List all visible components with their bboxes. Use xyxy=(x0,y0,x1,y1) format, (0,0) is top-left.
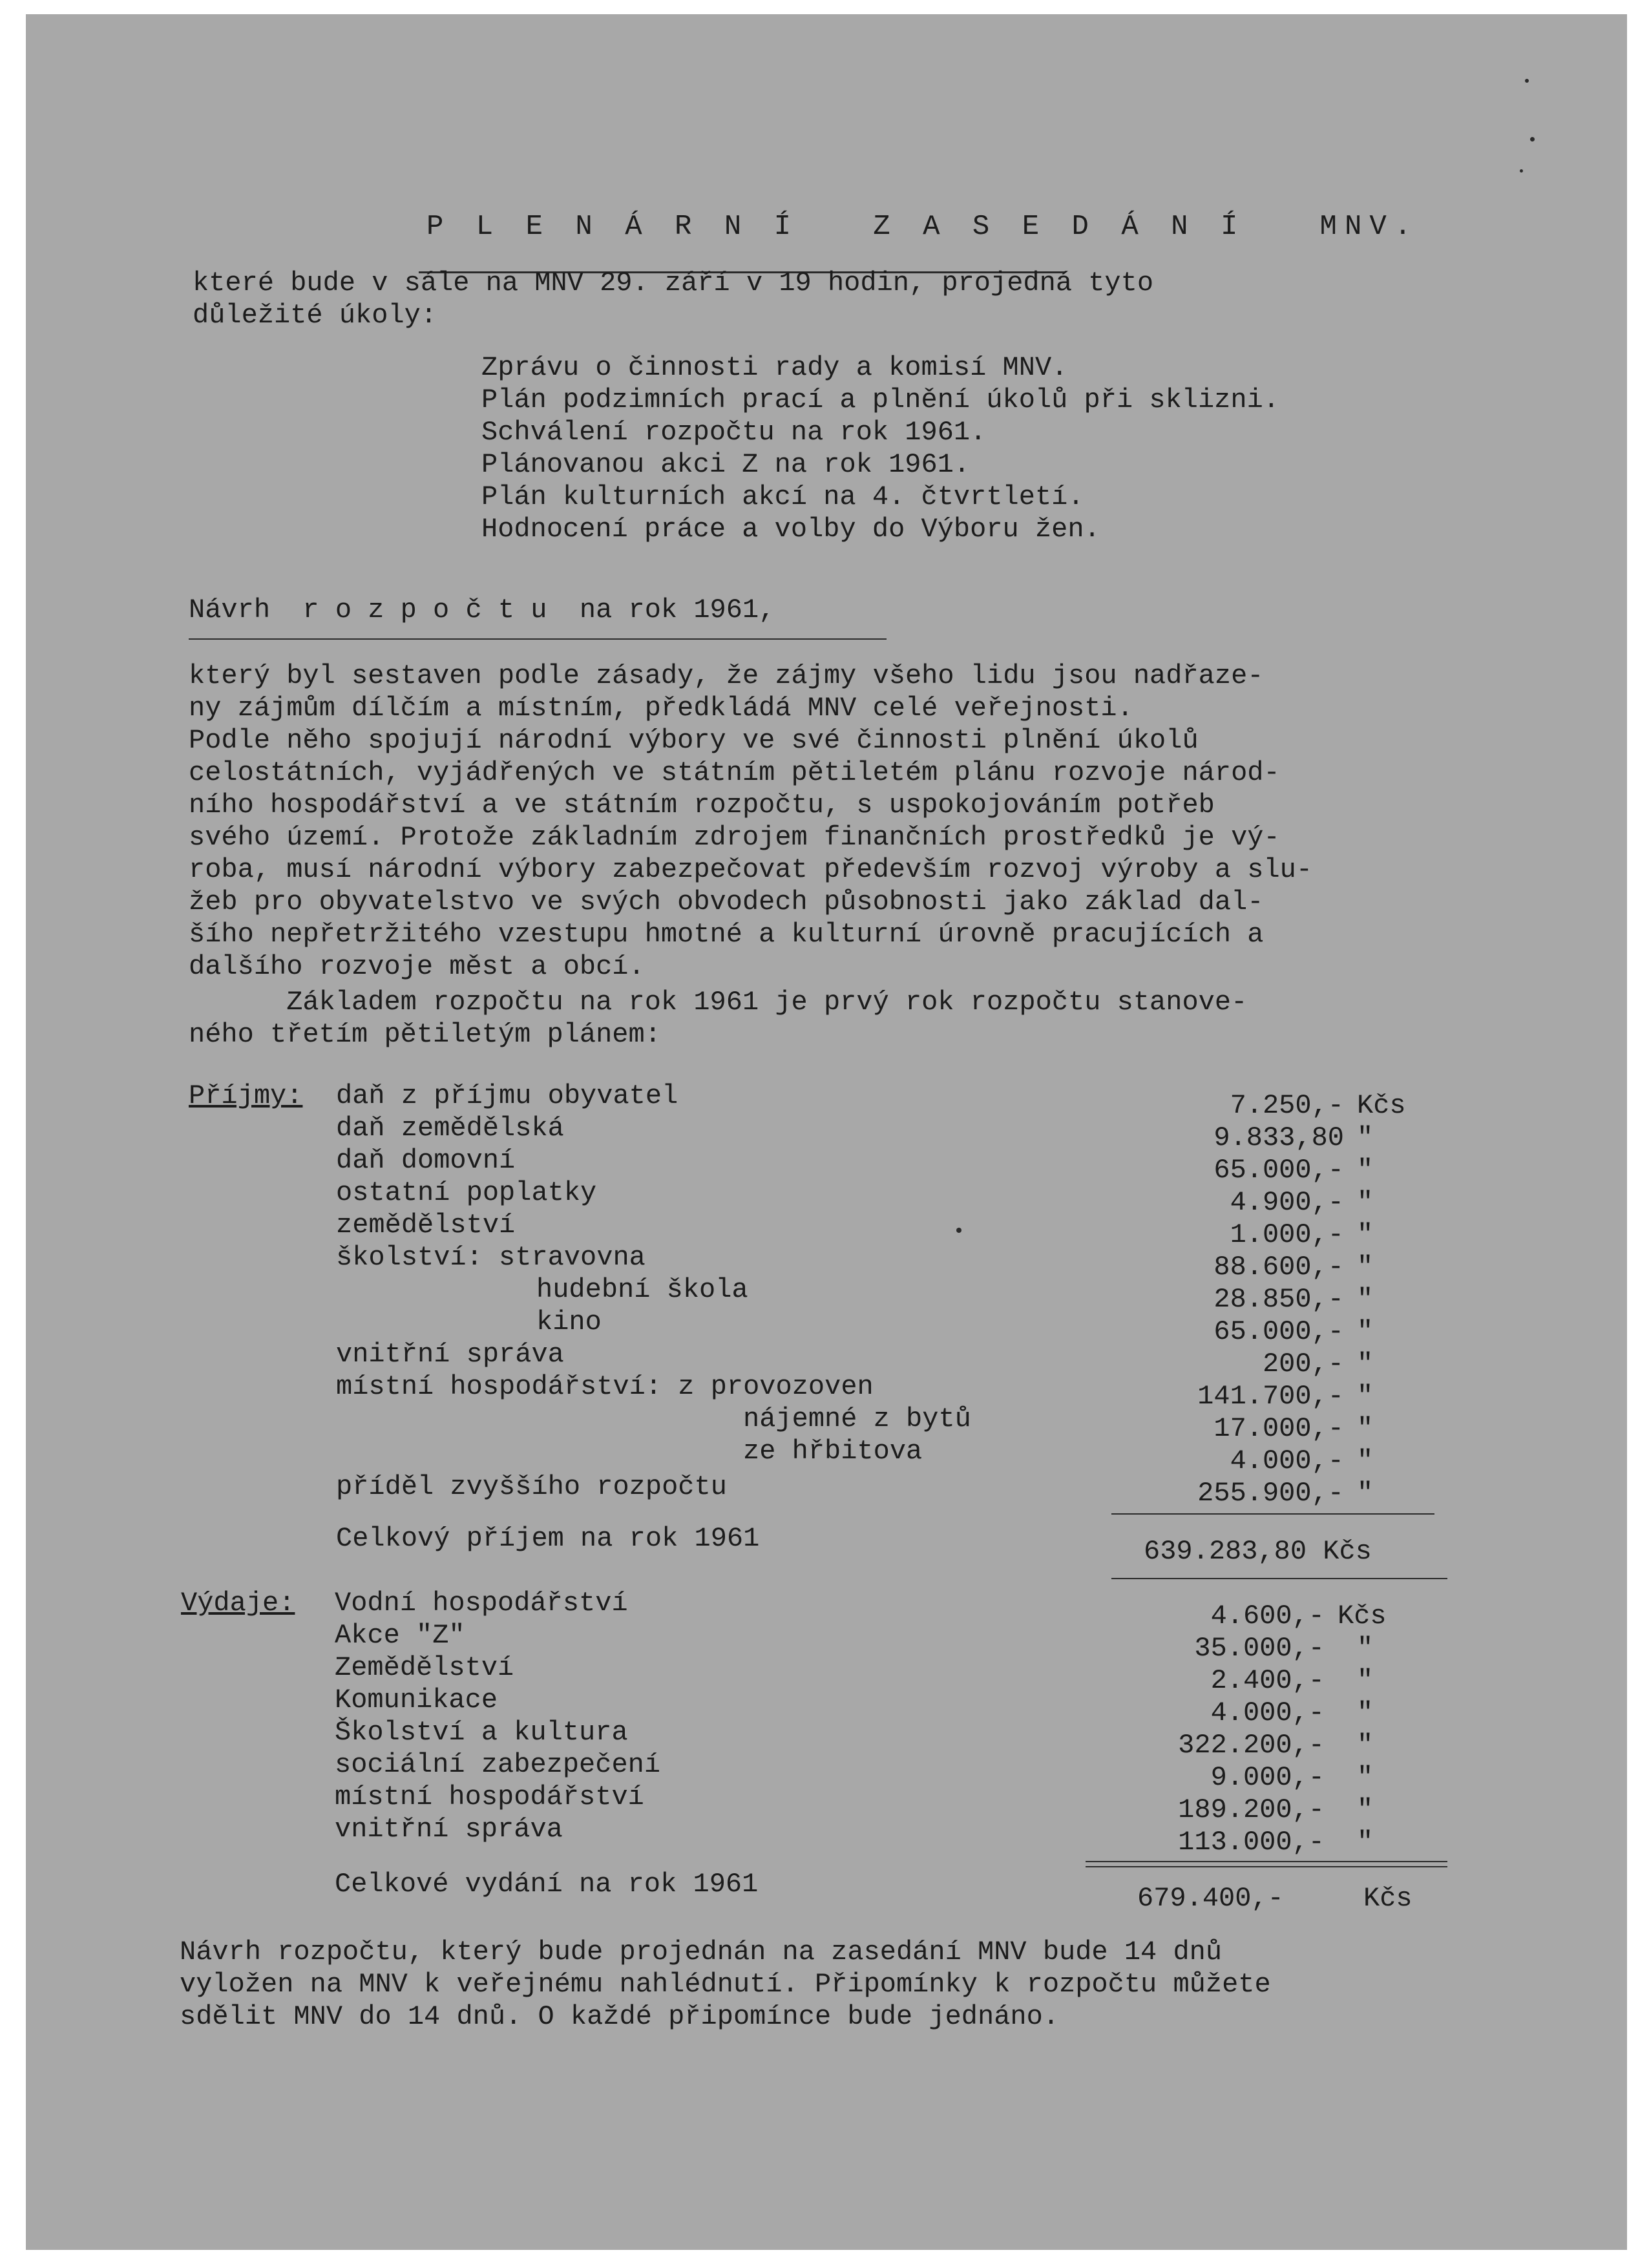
income-amount: 4.000,- xyxy=(1230,1445,1344,1476)
expense-item: Školství a kultura xyxy=(335,1717,628,1748)
page-title: P L E N Á R N Í Z A S E D Á N Í MNV. xyxy=(426,211,1420,243)
income-sum-line xyxy=(1111,1513,1434,1515)
expense-amount: 2.400,- xyxy=(1210,1665,1325,1696)
ink-speck xyxy=(1530,137,1535,142)
expense-item: Vodní hospodářství xyxy=(335,1588,628,1619)
income-item: daň z příjmu obyvatel xyxy=(336,1080,678,1111)
income-amount: 9.833,80 xyxy=(1213,1122,1344,1153)
income-amount: 88.600,- xyxy=(1213,1252,1344,1283)
income-amount: 7.250,- xyxy=(1230,1090,1344,1121)
expense-item: sociální zabezpečení xyxy=(335,1749,661,1780)
expense-unit: " xyxy=(1357,1697,1374,1728)
income-unit: " xyxy=(1357,1316,1374,1347)
paragraph-line: Základem rozpočtu na rok 1961 je prvý rok rozpočtu stanove- xyxy=(189,987,1248,1018)
income-item: vnitřní správa xyxy=(336,1339,564,1370)
expense-item: Akce "Z" xyxy=(335,1620,465,1651)
income-item: nájemné z bytů xyxy=(743,1403,971,1434)
expense-unit: " xyxy=(1357,1730,1374,1761)
paragraph-line: svého území. Protože základním zdrojem finančních prostředků je vý- xyxy=(189,822,1280,853)
expense-sum-line xyxy=(1086,1866,1447,1867)
income-unit: " xyxy=(1357,1478,1374,1509)
income-unit: " xyxy=(1357,1445,1374,1476)
expense-unit: " xyxy=(1357,1762,1374,1793)
income-amount: 141.700,- xyxy=(1197,1381,1344,1412)
expense-item: místní hospodářství xyxy=(335,1781,644,1812)
expense-unit: " xyxy=(1357,1633,1374,1664)
income-amount: 65.000,- xyxy=(1213,1316,1344,1347)
income-total-label: Celkový příjem na rok 1961 xyxy=(336,1523,760,1554)
income-label: Příjmy: xyxy=(189,1080,303,1111)
expense-item: Komunikace xyxy=(335,1685,498,1716)
expense-total-label: Celkové vydání na rok 1961 xyxy=(335,1869,759,1900)
expense-amount: 322.200,- xyxy=(1178,1730,1325,1761)
expense-amount: 4.600,- xyxy=(1210,1601,1325,1632)
expense-amount: 35.000,- xyxy=(1194,1633,1325,1664)
ink-speck xyxy=(1525,79,1529,83)
expenses-label: Výdaje: xyxy=(181,1588,295,1619)
budget-heading-underline xyxy=(189,638,887,640)
paragraph-line: který byl sestaven podle zásady, že zájmy všeho lidu jsou nadřaze- xyxy=(189,660,1264,691)
paragraph-line: ny zájmům dílčím a místním, předkládá MNV celé veřejnosti. xyxy=(189,693,1133,724)
paragraph-line: ního hospodářství a ve státním rozpočtu, s uspokojováním potřeb xyxy=(189,790,1215,821)
paragraph-line: žeb pro obyvatelstvo ve svých obvodech působnosti jako základ dal- xyxy=(189,887,1264,918)
income-amount: 4.900,- xyxy=(1230,1187,1344,1218)
income-amount: 1.000,- xyxy=(1230,1219,1344,1250)
budget-heading: Návrh r o z p o č t u na rok 1961, xyxy=(189,594,775,625)
income-unit: " xyxy=(1357,1155,1374,1186)
paragraph-line: ného třetím pětiletým plánem: xyxy=(189,1019,661,1050)
income-amount: 255.900,- xyxy=(1197,1478,1344,1509)
intro-line-1: které bude v sále na MNV 29. září v 19 hodin, projedná tyto xyxy=(193,268,1154,299)
income-amount: 65.000,- xyxy=(1213,1155,1344,1186)
closing-line: Návrh rozpočtu, který bude projednán na zasedání MNV bude 14 dnů xyxy=(180,1937,1223,1968)
ink-speck xyxy=(1520,169,1523,173)
agenda-item: Plánovanou akci Z na rok 1961. xyxy=(481,449,971,480)
expense-unit: " xyxy=(1357,1827,1374,1858)
income-unit: " xyxy=(1357,1349,1374,1380)
income-total-line xyxy=(1111,1578,1447,1579)
paragraph-line: celostátních, vyjádřených ve státním pětiletém plánu rozvoje národ- xyxy=(189,757,1280,788)
expense-total-unit: Kčs xyxy=(1363,1883,1413,1914)
income-amount: 200,- xyxy=(1262,1349,1344,1380)
agenda-item: Plán podzimních prací a plnění úkolů při sklizni. xyxy=(481,384,1280,415)
income-unit: " xyxy=(1357,1284,1374,1315)
income-item: daň domovní xyxy=(336,1145,516,1176)
expense-amount: 9.000,- xyxy=(1210,1762,1325,1793)
expense-amount: 113.000,- xyxy=(1178,1827,1325,1858)
expense-amount: 189.200,- xyxy=(1178,1794,1325,1825)
paragraph-line: Podle něho spojují národní výbory ve své činnosti plnění úkolů xyxy=(189,725,1199,756)
expense-amount: 4.000,- xyxy=(1210,1697,1325,1728)
expense-item: Zemědělství xyxy=(335,1652,514,1683)
income-item: školství: stravovna xyxy=(336,1242,646,1273)
ink-speck xyxy=(956,1228,961,1233)
income-item: zemědělství xyxy=(336,1210,516,1241)
income-total-amount: 639.283,80 Kčs xyxy=(1144,1536,1372,1567)
income-item: ze hřbitova xyxy=(743,1436,923,1467)
paragraph-line: šího nepřetržitého vzestupu hmotné a kulturní úrovně pracujících a xyxy=(189,919,1264,950)
income-item: hudební škola xyxy=(536,1274,748,1305)
expense-unit: " xyxy=(1357,1794,1374,1825)
income-item: kino xyxy=(536,1307,602,1338)
paragraph-line: dalšího rozvoje měst a obcí. xyxy=(189,951,645,982)
agenda-item: Plán kulturních akcí na 4. čtvrtletí. xyxy=(481,481,1084,512)
expense-sum-line xyxy=(1086,1861,1447,1862)
income-amount: 17.000,- xyxy=(1213,1413,1344,1444)
income-unit: Kčs xyxy=(1357,1090,1406,1121)
expense-unit: Kčs xyxy=(1338,1601,1387,1632)
expense-unit: " xyxy=(1357,1665,1374,1696)
intro-line-2: důležité úkoly: xyxy=(193,300,437,331)
expense-total-amount: 679.400,- xyxy=(1137,1883,1284,1914)
paragraph-line: roba, musí národní výbory zabezpečovat především rozvoj výroby a slu- xyxy=(189,854,1313,885)
agenda-item: Schválení rozpočtu na rok 1961. xyxy=(481,417,987,448)
closing-line: vyložen na MNV k veřejnému nahlédnutí. Připomínky k rozpočtu můžete xyxy=(180,1969,1271,2000)
income-unit: " xyxy=(1357,1252,1374,1283)
agenda-item: Zprávu o činnosti rady a komisí MNV. xyxy=(481,352,1068,383)
income-unit: " xyxy=(1357,1413,1374,1444)
income-unit: " xyxy=(1357,1381,1374,1412)
agenda-item: Hodnocení práce a volby do Výboru žen. xyxy=(481,514,1100,545)
income-unit: " xyxy=(1357,1122,1374,1153)
income-amount: 28.850,- xyxy=(1213,1284,1344,1315)
income-item: daň zemědělská xyxy=(336,1113,564,1144)
income-item: místní hospodářství: z provozoven xyxy=(336,1371,874,1402)
income-unit: " xyxy=(1357,1219,1374,1250)
income-unit: " xyxy=(1357,1187,1374,1218)
income-item: ostatní poplatky xyxy=(336,1177,597,1208)
closing-line: sdělit MNV do 14 dnů. O každé připomínce bude jednáno. xyxy=(180,2001,1060,2032)
expense-item: vnitřní správa xyxy=(335,1814,563,1845)
income-item: příděl zvyššího rozpočtu xyxy=(336,1471,727,1502)
